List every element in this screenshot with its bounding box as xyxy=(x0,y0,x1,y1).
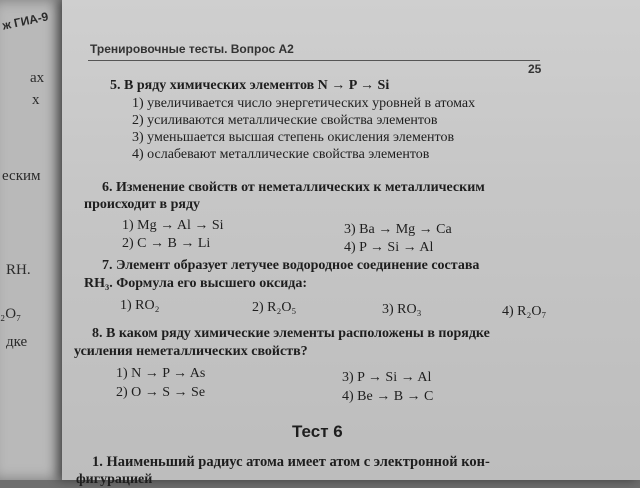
running-title: Тренировочные тесты. Вопрос А2 xyxy=(90,42,294,56)
question-8-line-2: усиления неметаллических свойств? xyxy=(74,344,308,359)
header-rule xyxy=(88,60,540,61)
q5-option-2: 2) усиливаются металлические свойства элементов xyxy=(132,113,438,128)
q7-option-2: 2) R₂O₅ xyxy=(252,300,297,315)
q7-option-1: 1) RO₂ xyxy=(120,298,160,313)
left-fragment: ах xyxy=(30,70,45,86)
book-page xyxy=(62,0,640,487)
page-number: 25 xyxy=(528,62,542,76)
left-fragment: дке xyxy=(6,334,28,350)
left-fragment-header: ж ГИА-9 xyxy=(1,9,50,33)
q5-option-4: 4) ослабевают металлические свойства элементов xyxy=(132,147,430,162)
q5-option-1: 1) увеличивается число энергетических уровней в атомах xyxy=(132,96,476,111)
question-6-line-2: происходит в ряду xyxy=(84,197,201,212)
q8-option-2: 2) O → S → Se xyxy=(116,385,206,400)
test-6-question-1-line-2: фигурацией xyxy=(76,472,153,487)
question-8-line-1: 8. В каком ряду химические элементы расположены в порядке xyxy=(92,326,490,341)
q8-option-4: 4) Be → B → C xyxy=(342,389,434,404)
left-fragment: RH. xyxy=(6,262,31,278)
left-fragment: х xyxy=(32,92,40,108)
left-fragment: еским xyxy=(2,168,41,184)
q8-option-1: 1) N → P → As xyxy=(116,366,206,381)
q6-option-4: 4) P → Si → Al xyxy=(344,240,434,255)
q6-option-2: 2) C → B → Li xyxy=(122,236,211,251)
left-page xyxy=(0,0,66,480)
q6-option-3: 3) Ba → Mg → Ca xyxy=(344,222,452,237)
question-6-line-1: 6. Изменение свойств от неметаллических к металлическим xyxy=(102,180,485,195)
q8-option-3: 3) P → Si → Al xyxy=(342,370,432,385)
left-fragment: ₂O₇ xyxy=(0,306,22,322)
q7-option-4: 4) R₂O₇ xyxy=(502,304,547,319)
question-5: 5. В ряду химических элементов N → P → Si xyxy=(110,78,390,93)
test-6-title: Тест 6 xyxy=(292,422,343,441)
page-content xyxy=(62,0,640,487)
q5-option-3: 3) уменьшается высшая степень окисления элементов xyxy=(132,130,455,145)
test-6-question-1: 1. Наименьший радиус атома имеет атом с электронной кон- xyxy=(92,454,490,470)
question-7-line-1: 7. Элемент образует летучее водородное соединение состава xyxy=(102,258,480,273)
question-7-line-2: RH₃. Формула его высшего оксида: xyxy=(84,276,308,291)
q7-option-3: 3) RO₃ xyxy=(382,302,422,317)
q6-option-1: 1) Mg → Al → Si xyxy=(122,218,224,233)
